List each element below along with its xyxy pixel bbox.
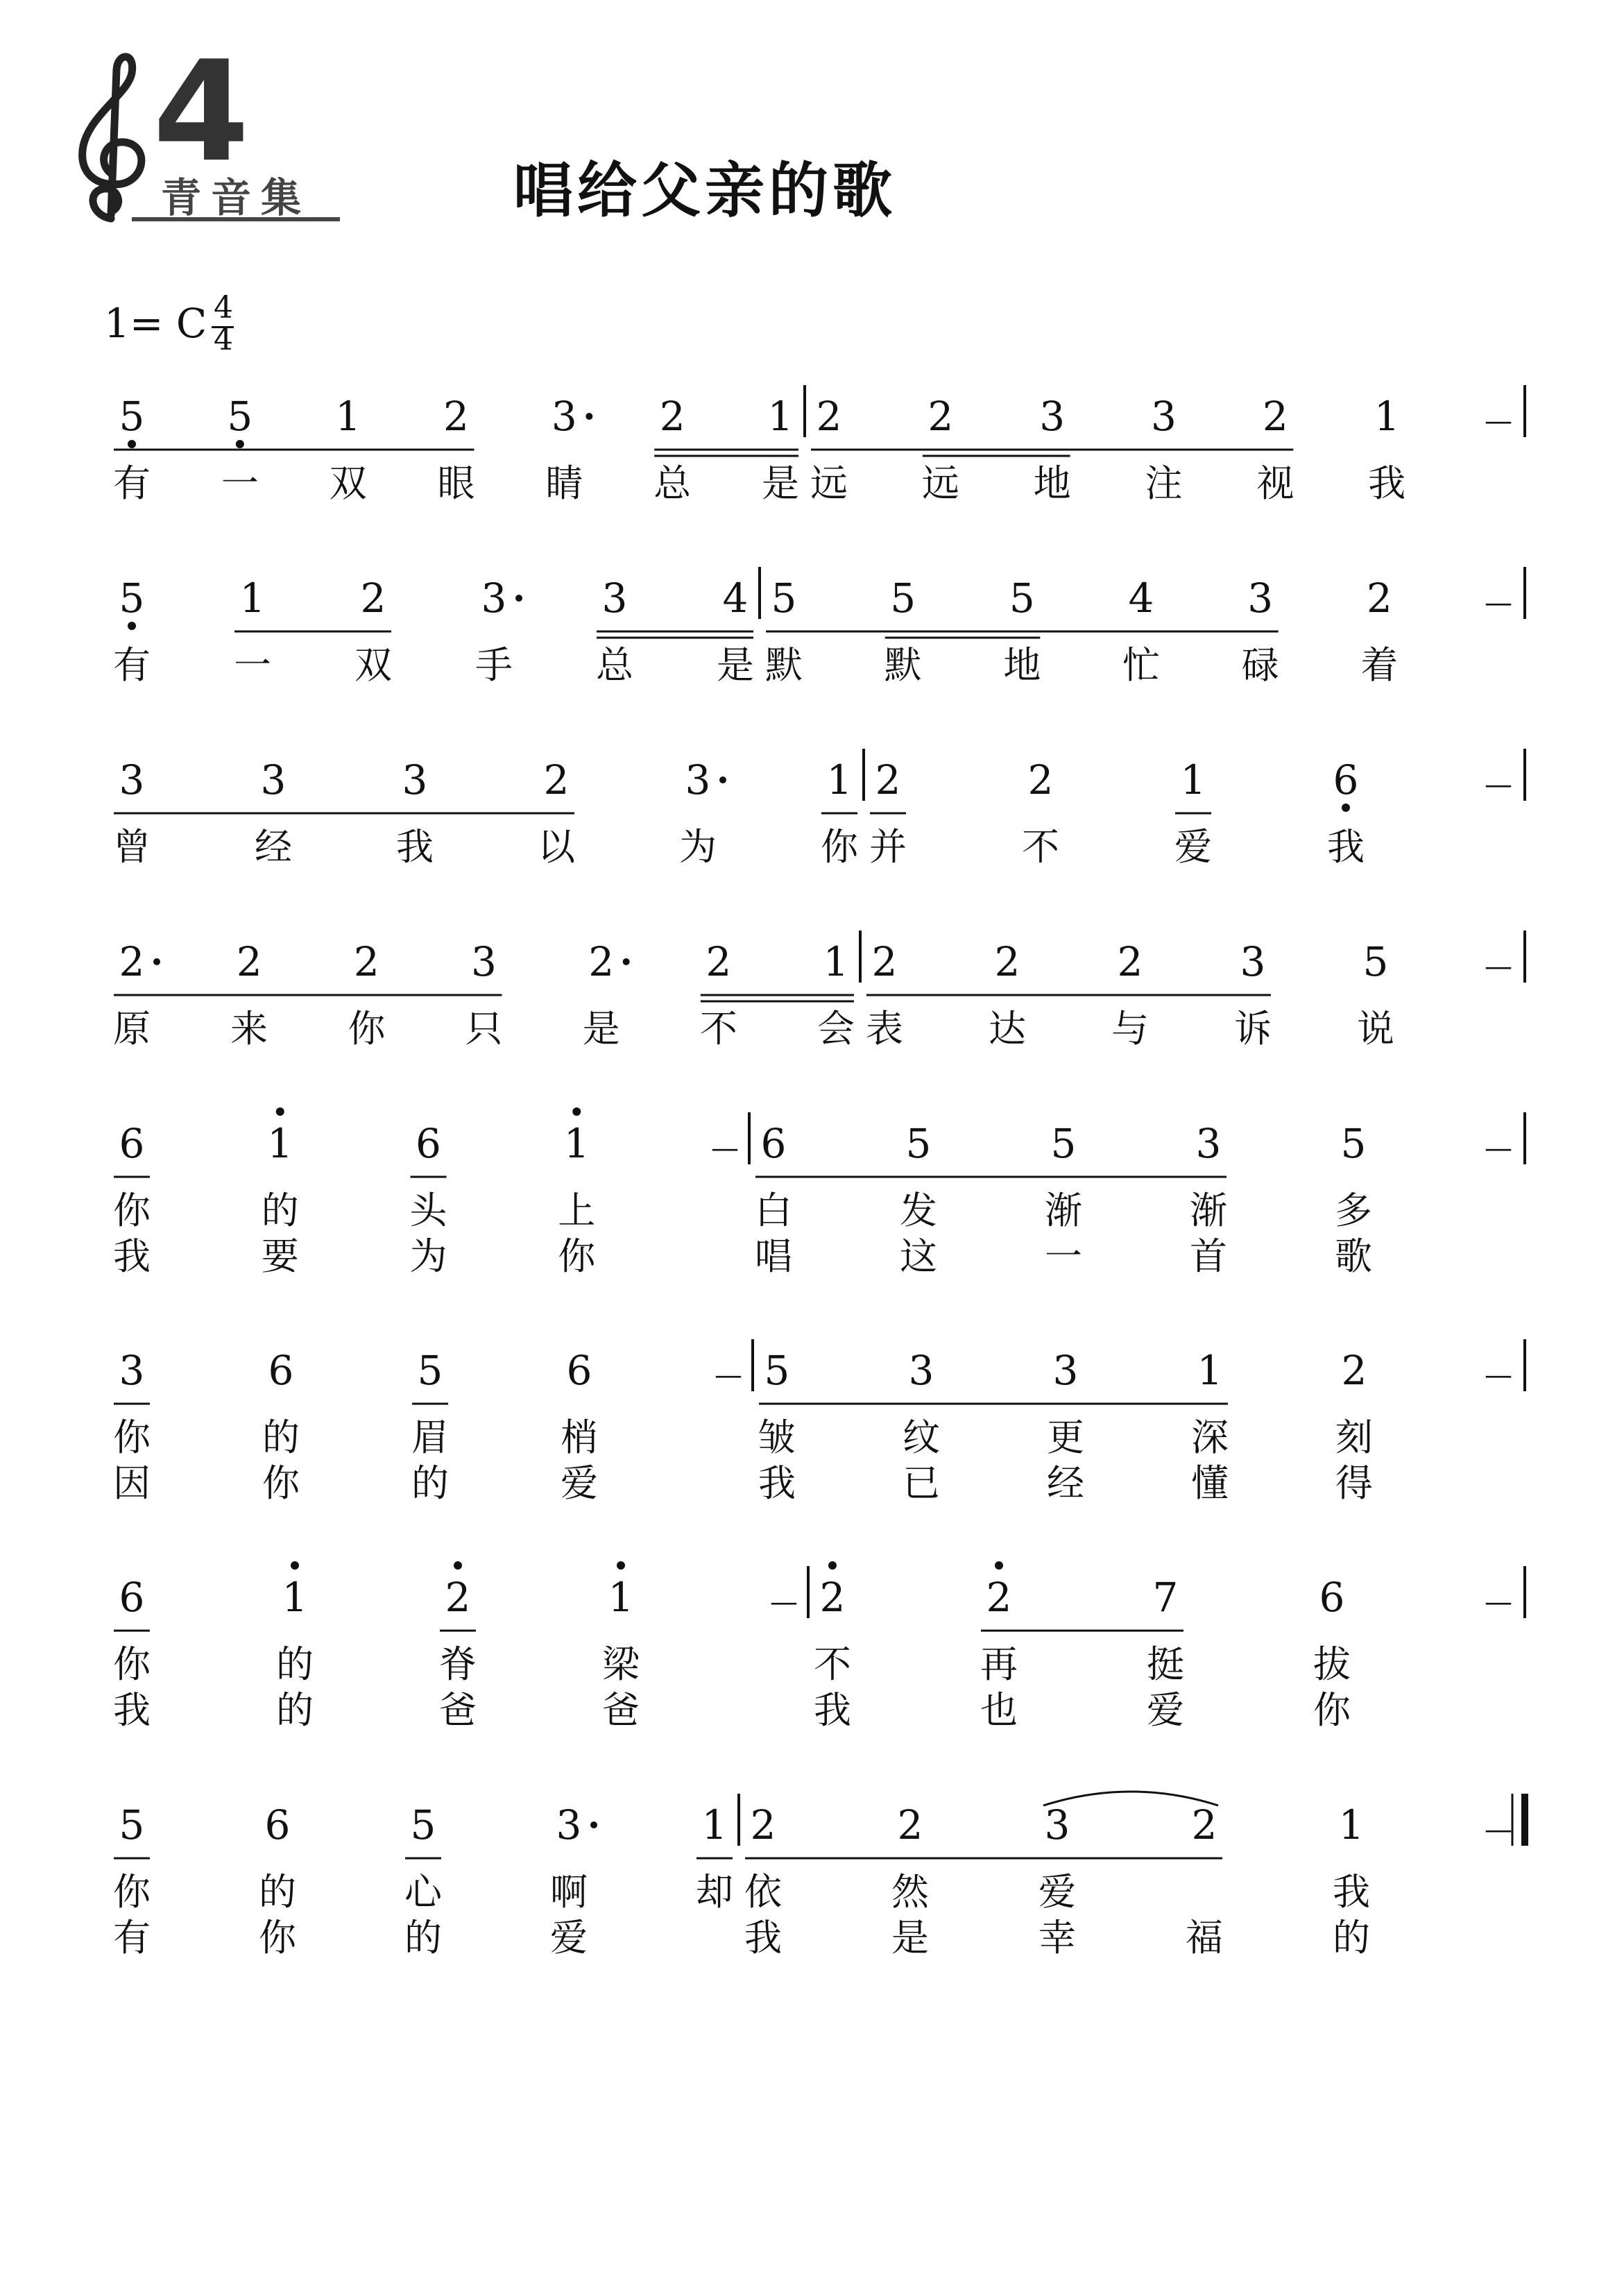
key-tonic: 1= C bbox=[104, 300, 207, 347]
sustain-dash: — bbox=[715, 1359, 742, 1391]
lyric: 地 bbox=[1033, 461, 1071, 505]
sustain-dash: — bbox=[1485, 1132, 1512, 1164]
note: 6 bbox=[1333, 756, 1359, 804]
lyric: 达 bbox=[989, 1007, 1026, 1051]
note: 3 bbox=[1195, 1120, 1222, 1167]
lyric: 忙 bbox=[1122, 643, 1160, 687]
note: 2 bbox=[353, 938, 379, 985]
lyric: 注 bbox=[1145, 461, 1183, 505]
lyric: 我 bbox=[744, 1916, 782, 1960]
lyric: 不 bbox=[1022, 825, 1059, 869]
lyric: 经 bbox=[1047, 1461, 1084, 1505]
note: 3 bbox=[1240, 938, 1266, 985]
note: 3 bbox=[119, 756, 145, 804]
lyric: 有 bbox=[113, 461, 151, 505]
note: 2 bbox=[816, 393, 842, 440]
note: 6 bbox=[416, 1120, 441, 1167]
sustain-dash: — bbox=[1485, 1586, 1512, 1618]
note: 1 bbox=[1338, 1801, 1365, 1849]
lyric: 上 bbox=[558, 1189, 596, 1232]
lyric: 的 bbox=[262, 1416, 300, 1459]
lyric: 眼 bbox=[437, 461, 475, 505]
lyric: 你 bbox=[821, 825, 858, 869]
note: 2 bbox=[986, 1574, 1012, 1621]
note: 1 bbox=[282, 1574, 308, 1621]
lyric: 头 bbox=[409, 1189, 447, 1232]
lyric: 你 bbox=[113, 1870, 151, 1914]
lyric: 一 bbox=[1045, 1234, 1082, 1278]
lyric: 我 bbox=[113, 1234, 151, 1278]
octave-dot-above bbox=[276, 1107, 284, 1116]
note: 1 bbox=[608, 1574, 634, 1621]
lyric: 爱 bbox=[1038, 1870, 1076, 1914]
lyric: 却 bbox=[696, 1870, 733, 1914]
note: 1 bbox=[563, 1120, 590, 1167]
note: 5 bbox=[119, 575, 145, 622]
series-name: 青音集 bbox=[160, 174, 311, 221]
note: 1 bbox=[826, 756, 853, 804]
note: 5 bbox=[890, 575, 916, 622]
augmentation-dot bbox=[719, 776, 726, 783]
lyric: 说 bbox=[1357, 1007, 1394, 1051]
lyric: 首 bbox=[1190, 1234, 1227, 1278]
lyric: 梁 bbox=[602, 1642, 640, 1686]
note: 2 bbox=[994, 938, 1020, 985]
note: 1 bbox=[701, 1801, 728, 1849]
lyric: 再 bbox=[980, 1642, 1018, 1686]
lyric: 来 bbox=[230, 1007, 268, 1051]
lyric: 手 bbox=[475, 643, 513, 687]
note: 5 bbox=[417, 1347, 443, 1394]
sustain-dash: — bbox=[770, 1586, 798, 1618]
lyric: 我 bbox=[1333, 1870, 1370, 1914]
note: 3 bbox=[481, 575, 507, 622]
lyric: 白 bbox=[755, 1189, 792, 1232]
note: 2 bbox=[750, 1801, 776, 1849]
note: 5 bbox=[119, 1801, 145, 1849]
lyric: 视 bbox=[1256, 461, 1294, 505]
augmentation-dot bbox=[515, 595, 522, 602]
note: 6 bbox=[566, 1347, 592, 1394]
lyric: 爱 bbox=[1174, 825, 1212, 869]
song-title: 唱给父亲的歌 bbox=[513, 156, 896, 226]
lyric: 渐 bbox=[1045, 1189, 1082, 1232]
lyric: 总 bbox=[596, 643, 633, 687]
lyric: 唱 bbox=[755, 1234, 792, 1278]
lyric: 曾 bbox=[113, 825, 151, 869]
lyric: 你 bbox=[259, 1916, 296, 1960]
lyric: 懂 bbox=[1191, 1461, 1229, 1505]
note: 1 bbox=[1374, 393, 1400, 440]
lyric: 默 bbox=[765, 643, 803, 687]
sustain-dash: — bbox=[1485, 951, 1512, 983]
octave-dot-above bbox=[995, 1561, 1003, 1570]
lyric: 渐 bbox=[1190, 1189, 1227, 1232]
note: 6 bbox=[119, 1574, 145, 1621]
lyric: 着 bbox=[1360, 643, 1399, 687]
sustain-dash: — bbox=[711, 1132, 739, 1164]
note: 2 bbox=[443, 393, 469, 440]
lyric: 深 bbox=[1191, 1416, 1229, 1459]
lyric: 双 bbox=[329, 461, 367, 505]
note: 2 bbox=[897, 1801, 923, 1849]
lyric: 歌 bbox=[1335, 1234, 1372, 1278]
note: 3 bbox=[471, 938, 497, 985]
note: 3 bbox=[119, 1347, 145, 1394]
note: 5 bbox=[227, 393, 253, 440]
lyric: 我 bbox=[1327, 825, 1365, 869]
lyric: 你 bbox=[558, 1234, 596, 1278]
note: 1 bbox=[267, 1120, 293, 1167]
lyric: 是 bbox=[762, 461, 799, 505]
note: 3 bbox=[556, 1801, 582, 1849]
octave-dot-above bbox=[572, 1107, 581, 1116]
lyric: 的 bbox=[259, 1870, 296, 1914]
sustain-dash: — bbox=[1485, 769, 1512, 801]
note: 6 bbox=[264, 1801, 291, 1849]
lyric: 经 bbox=[255, 825, 292, 869]
lyric: 我 bbox=[113, 1688, 151, 1732]
lyric: 的 bbox=[1333, 1916, 1370, 1960]
lyric: 你 bbox=[113, 1416, 151, 1459]
lyric: 远 bbox=[810, 461, 848, 505]
note: 2 bbox=[1117, 938, 1143, 985]
note: 2 bbox=[360, 575, 386, 622]
note: 5 bbox=[771, 575, 797, 622]
note: 3 bbox=[1052, 1347, 1079, 1394]
note: 6 bbox=[1319, 1574, 1345, 1621]
note: 6 bbox=[268, 1347, 294, 1394]
note: 5 bbox=[764, 1347, 790, 1394]
lyric: 以 bbox=[538, 825, 575, 869]
lyric: 眉 bbox=[411, 1416, 449, 1459]
lyric: 不 bbox=[814, 1642, 851, 1686]
lyric: 要 bbox=[261, 1234, 299, 1278]
lyric: 因 bbox=[113, 1461, 151, 1505]
sustain-dash: — bbox=[1485, 1359, 1512, 1391]
note: 3 bbox=[601, 575, 628, 622]
lyric: 的 bbox=[276, 1642, 314, 1686]
lyric: 一 bbox=[221, 461, 259, 505]
octave-dot-above bbox=[454, 1561, 462, 1570]
sustain-dash: — bbox=[1485, 587, 1512, 619]
lyric: 我 bbox=[758, 1461, 796, 1505]
note: 5 bbox=[1362, 938, 1389, 985]
note: 3 bbox=[1044, 1801, 1070, 1849]
sustain-dash: — bbox=[1485, 1814, 1512, 1846]
note: 2 bbox=[875, 756, 901, 804]
time-signature-beats: 4 bbox=[214, 290, 233, 325]
note: 5 bbox=[1340, 1120, 1367, 1167]
lyric: 已 bbox=[903, 1461, 940, 1505]
lyric: 你 bbox=[262, 1461, 300, 1505]
note: 2 bbox=[1262, 393, 1288, 440]
lyric: 爸 bbox=[602, 1688, 640, 1732]
note: 6 bbox=[760, 1120, 787, 1167]
note: 4 bbox=[722, 575, 749, 622]
note: 5 bbox=[905, 1120, 932, 1167]
lyric: 爱 bbox=[550, 1916, 588, 1960]
lyric: 然 bbox=[891, 1870, 929, 1914]
lyric: 这 bbox=[900, 1234, 937, 1278]
lyric: 原 bbox=[113, 1007, 151, 1051]
note: 3 bbox=[1039, 393, 1066, 440]
lyric: 与 bbox=[1111, 1007, 1149, 1051]
note: 5 bbox=[1050, 1120, 1077, 1167]
lyric: 依 bbox=[744, 1870, 782, 1914]
lyric: 的 bbox=[261, 1189, 299, 1232]
note: 1 bbox=[1180, 756, 1206, 804]
note: 1 bbox=[335, 393, 361, 440]
note: 2 bbox=[1191, 1801, 1217, 1849]
note: 2 bbox=[819, 1574, 846, 1621]
lyric: 发 bbox=[900, 1189, 937, 1232]
note: 5 bbox=[1009, 575, 1035, 622]
lyric: 爱 bbox=[561, 1461, 598, 1505]
lyric: 梢 bbox=[561, 1416, 598, 1459]
note: 2 bbox=[543, 756, 570, 804]
lyric: 得 bbox=[1335, 1461, 1373, 1505]
time-signature-unit: 4 bbox=[214, 322, 233, 357]
note: 1 bbox=[239, 575, 266, 622]
lyric: 你 bbox=[1313, 1688, 1351, 1732]
lyric: 默 bbox=[884, 643, 922, 687]
note: 7 bbox=[1152, 1574, 1179, 1621]
lyric: 多 bbox=[1335, 1189, 1372, 1232]
note: 2 bbox=[659, 393, 685, 440]
logo-number: 4 bbox=[153, 42, 250, 193]
lyric: 爸 bbox=[439, 1688, 477, 1732]
octave-dot-above bbox=[617, 1561, 625, 1570]
note: 3 bbox=[551, 393, 577, 440]
lyric: 有 bbox=[113, 643, 151, 687]
note: 6 bbox=[119, 1120, 145, 1167]
note: 2 bbox=[1366, 575, 1392, 622]
lyric: 心 bbox=[404, 1870, 442, 1914]
note: 2 bbox=[445, 1574, 471, 1621]
augmentation-dot bbox=[586, 413, 592, 420]
augmentation-dot bbox=[623, 958, 630, 965]
note: 3 bbox=[260, 756, 287, 804]
octave-dot-above bbox=[291, 1561, 299, 1570]
octave-dot-below bbox=[128, 440, 136, 448]
note: 3 bbox=[908, 1347, 934, 1394]
lyric: 的 bbox=[276, 1688, 314, 1732]
lyric: 是 bbox=[891, 1916, 929, 1960]
lyric: 表 bbox=[866, 1007, 903, 1051]
lyric: 你 bbox=[113, 1189, 151, 1232]
lyric: 诉 bbox=[1234, 1007, 1272, 1051]
lyric: 不 bbox=[699, 1007, 737, 1051]
lyric: 总 bbox=[653, 461, 692, 505]
lyric: 你 bbox=[113, 1642, 151, 1686]
lyric: 会 bbox=[817, 1007, 855, 1051]
lyric: 福 bbox=[1186, 1916, 1223, 1960]
note: 1 bbox=[823, 938, 849, 985]
lyric: 的 bbox=[404, 1916, 442, 1960]
note: 5 bbox=[119, 393, 145, 440]
lyric: 为 bbox=[409, 1234, 447, 1278]
octave-dot-above bbox=[828, 1561, 837, 1570]
lyric: 地 bbox=[1003, 643, 1041, 687]
lyric: 脊 bbox=[439, 1642, 477, 1686]
lyric: 也 bbox=[980, 1688, 1018, 1732]
lyric: 我 bbox=[1368, 461, 1406, 505]
lyric: 只 bbox=[465, 1007, 503, 1051]
note: 2 bbox=[236, 938, 262, 985]
lyric: 拔 bbox=[1313, 1642, 1351, 1686]
note: 2 bbox=[588, 938, 615, 985]
note: 3 bbox=[685, 756, 711, 804]
note: 2 bbox=[928, 393, 954, 440]
lyric: 你 bbox=[348, 1007, 386, 1051]
octave-dot-below bbox=[236, 440, 244, 448]
note: 2 bbox=[119, 938, 145, 985]
note: 1 bbox=[1197, 1347, 1223, 1394]
note: 1 bbox=[767, 393, 794, 440]
note: 3 bbox=[1151, 393, 1177, 440]
lyric: 并 bbox=[869, 825, 907, 869]
lyric: 更 bbox=[1047, 1416, 1084, 1459]
lyric: 有 bbox=[113, 1916, 151, 1960]
note: 2 bbox=[871, 938, 898, 985]
lyric: 挺 bbox=[1147, 1642, 1184, 1686]
note: 2 bbox=[1341, 1347, 1367, 1394]
octave-dot-below bbox=[128, 622, 136, 630]
lyric: 是 bbox=[717, 643, 754, 687]
lyric: 刻 bbox=[1335, 1416, 1373, 1459]
lyric: 纹 bbox=[903, 1416, 940, 1459]
augmentation-dot bbox=[590, 1821, 597, 1828]
lyric: 我 bbox=[396, 825, 434, 869]
note: 3 bbox=[402, 756, 428, 804]
note: 3 bbox=[1247, 575, 1274, 622]
lyric: 皱 bbox=[758, 1416, 796, 1459]
lyric: 我 bbox=[814, 1688, 851, 1732]
note: 2 bbox=[1027, 756, 1054, 804]
lyric: 爱 bbox=[1147, 1688, 1184, 1732]
lyric: 的 bbox=[411, 1461, 449, 1505]
lyric: 睛 bbox=[545, 461, 583, 505]
sustain-dash: — bbox=[1485, 405, 1512, 437]
augmentation-dot bbox=[153, 958, 160, 965]
note: 2 bbox=[706, 938, 732, 985]
lyric: 双 bbox=[354, 643, 392, 687]
lyric: 远 bbox=[921, 461, 959, 505]
octave-dot-below bbox=[1342, 804, 1350, 812]
lyric: 为 bbox=[679, 825, 717, 869]
lyric: 幸 bbox=[1038, 1916, 1076, 1960]
lyric: 碌 bbox=[1241, 643, 1279, 687]
lyric: 啊 bbox=[550, 1870, 588, 1914]
lyric: 是 bbox=[582, 1007, 620, 1051]
note: 5 bbox=[410, 1801, 436, 1849]
lyric: 一 bbox=[234, 643, 271, 687]
note: 4 bbox=[1128, 575, 1154, 622]
